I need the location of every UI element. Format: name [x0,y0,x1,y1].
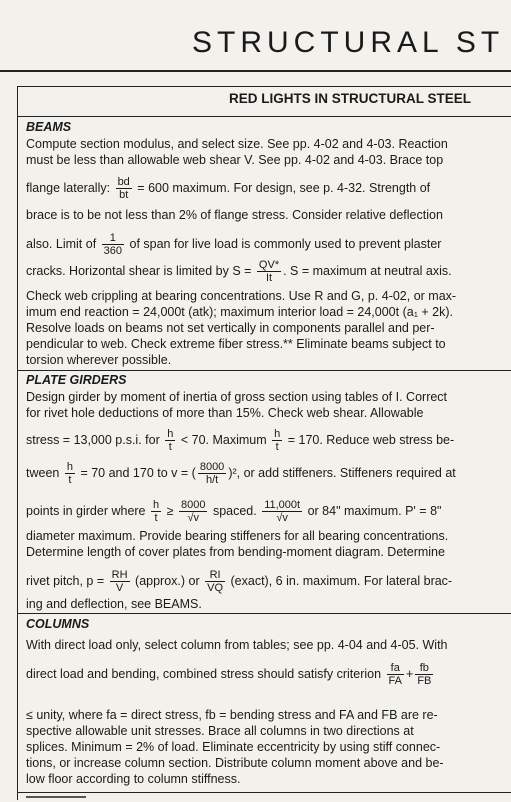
fraction [116,176,132,201]
numerator: 11,000t [264,499,301,511]
fraction [387,662,404,687]
girders-line: Determine length of cover plates from bending-moment diagram. Determine [26,545,445,559]
text: = 170. Reduce web stress be- [287,432,455,447]
numerator: h [66,461,73,473]
beams-line [26,259,506,284]
numerator: bd [117,176,130,188]
columns-line: low floor according to column stiffness. [26,772,241,786]
girders-line: for rivet hole deductions of more than 15%. Check web shear. Allowable [26,406,424,420]
beams-line [26,232,506,257]
columns-line: tions, or increase column section. Distribute column moment above and be- [26,756,444,770]
text: of span for live load is commonly used to prevent plaster [129,236,442,251]
numerator: 1 [102,232,124,245]
girders-line: diameter maximum. Provide bearing stiffeners for all bearing concentrations. [26,529,449,543]
beams-line: torsion wherever possible. [26,353,172,367]
numerator: fa [387,662,404,675]
columns-line: ≤ unity, where fa = direct stress, fb = bending stress and FA and FB are re- [26,708,438,722]
girders-line [26,499,506,524]
beams-line: Compute section modulus, and select size. See pp. 4-02 and 4-03. Reaction [26,137,448,151]
text: (approx.) or [135,573,200,588]
page-title: STRUCTURAL ST [192,26,505,59]
beams-line: imum end reaction = 24,000t (atk); maximum interior load = 24,000t (a₁ + 2k). [26,305,453,319]
denominator: t [68,474,72,486]
fraction [179,499,207,524]
beams-line [26,176,506,201]
text: = 70 and 170 to v = ( [80,465,196,480]
denominator: FA [388,675,402,687]
girders-line [26,569,506,594]
box-heading: RED LIGHTS IN STRUCTURAL STEEL [229,91,472,106]
text: + [406,666,414,681]
text: = 600 maximum. For design, see p. 4-32. Strength of [137,180,431,195]
girders-line: ing and deflection, see BEAMS. [26,597,202,611]
numerator: h [274,428,281,440]
section-divider [17,613,511,614]
numerator: h [167,428,174,440]
fraction [198,461,226,486]
text: (exact), 6 in. maximum. For lateral brac- [230,573,453,588]
section-divider [17,370,511,371]
numerator: QV* [258,259,280,271]
denominator: t [275,441,279,453]
denominator: √v [187,512,199,524]
denominator: V [115,582,124,594]
next-section-fragment [26,796,86,802]
fraction [262,499,302,524]
fraction [151,499,161,524]
text: stress = 13,000 p.s.i. for [26,432,160,447]
heading-divider [17,116,511,117]
columns-line: With direct load only, select column from tables; see pp. 4-04 and 4-05. With [26,638,448,652]
fraction [165,428,175,453]
girders-title: PLATE GIRDERS [26,373,127,387]
columns-line: splices. Minimum = 2% of load. Eliminate eccentricity by using stiff connec- [26,740,441,754]
denominator: FB [417,675,432,687]
text: )², or add stiffeners. Stiffeners required at [228,465,456,480]
denominator: bt [119,189,129,201]
text: tween [26,465,60,480]
denominator: t [168,441,172,453]
numerator: 8000 [199,461,225,473]
fraction [65,461,75,486]
columns-line: spective allowable unit stresses. Brace all columns in two directions at [26,724,414,738]
numerator: RI [205,569,225,582]
text: points in girder where [26,503,146,518]
beams-title: BEAMS [26,120,72,134]
denominator: VQ [207,582,224,594]
text: < 70. Maximum [180,432,267,447]
columns-title: COLUMNS [26,617,90,631]
fraction [110,569,130,594]
section-divider [17,792,511,793]
columns-line [26,662,506,687]
numerator: h [153,499,160,511]
fraction [257,259,281,284]
girders-line: Design girder by moment of inertia of gross section using tables of I. Correct [26,390,448,404]
numerator: fb [415,662,433,675]
text: cracks. Horizontal shear is limited by S = [26,263,252,278]
numerator: RH [111,569,128,581]
girders-line [26,461,506,486]
beams-line: must be less than allowable web shear V. See pp. 4-02 and 4-03. Brace top [26,153,444,167]
text: or 84" maximum. P' = 8" [307,503,442,518]
text: ≥ [166,503,174,518]
numerator: 8000 [180,499,206,511]
denominator: It [265,272,273,284]
text: rivet pitch, p = [26,573,105,588]
fraction [272,428,282,453]
denominator: h/t [205,474,219,486]
girders-line [26,428,506,453]
text: also. Limit of [26,236,97,251]
denominator: √v [276,512,288,524]
fraction [415,662,433,687]
beams-line: Check web crippling at bearing concentrations. Use R and G, p. 4-02, or max- [26,289,457,303]
beams-line: brace is to be not less than 2% of flange stress. Consider relative deflection [26,208,443,222]
text: flange laterally: [26,180,111,195]
text: . S = maximum at neutral axis. [283,263,452,278]
beams-line: pendicular to web. Check extreme fiber stress.** Eliminate beams subject to [26,337,446,351]
fraction [102,232,124,257]
top-rule [0,70,511,72]
text: spaced. [212,503,257,518]
fraction [205,569,225,594]
text: direct load and bending, combined stress should satisfy criterion [26,666,382,681]
denominator: 360 [103,245,123,257]
denominator: t [154,512,158,524]
beams-line: Resolve loads on beams not set vertically in components parallel and per- [26,321,435,335]
